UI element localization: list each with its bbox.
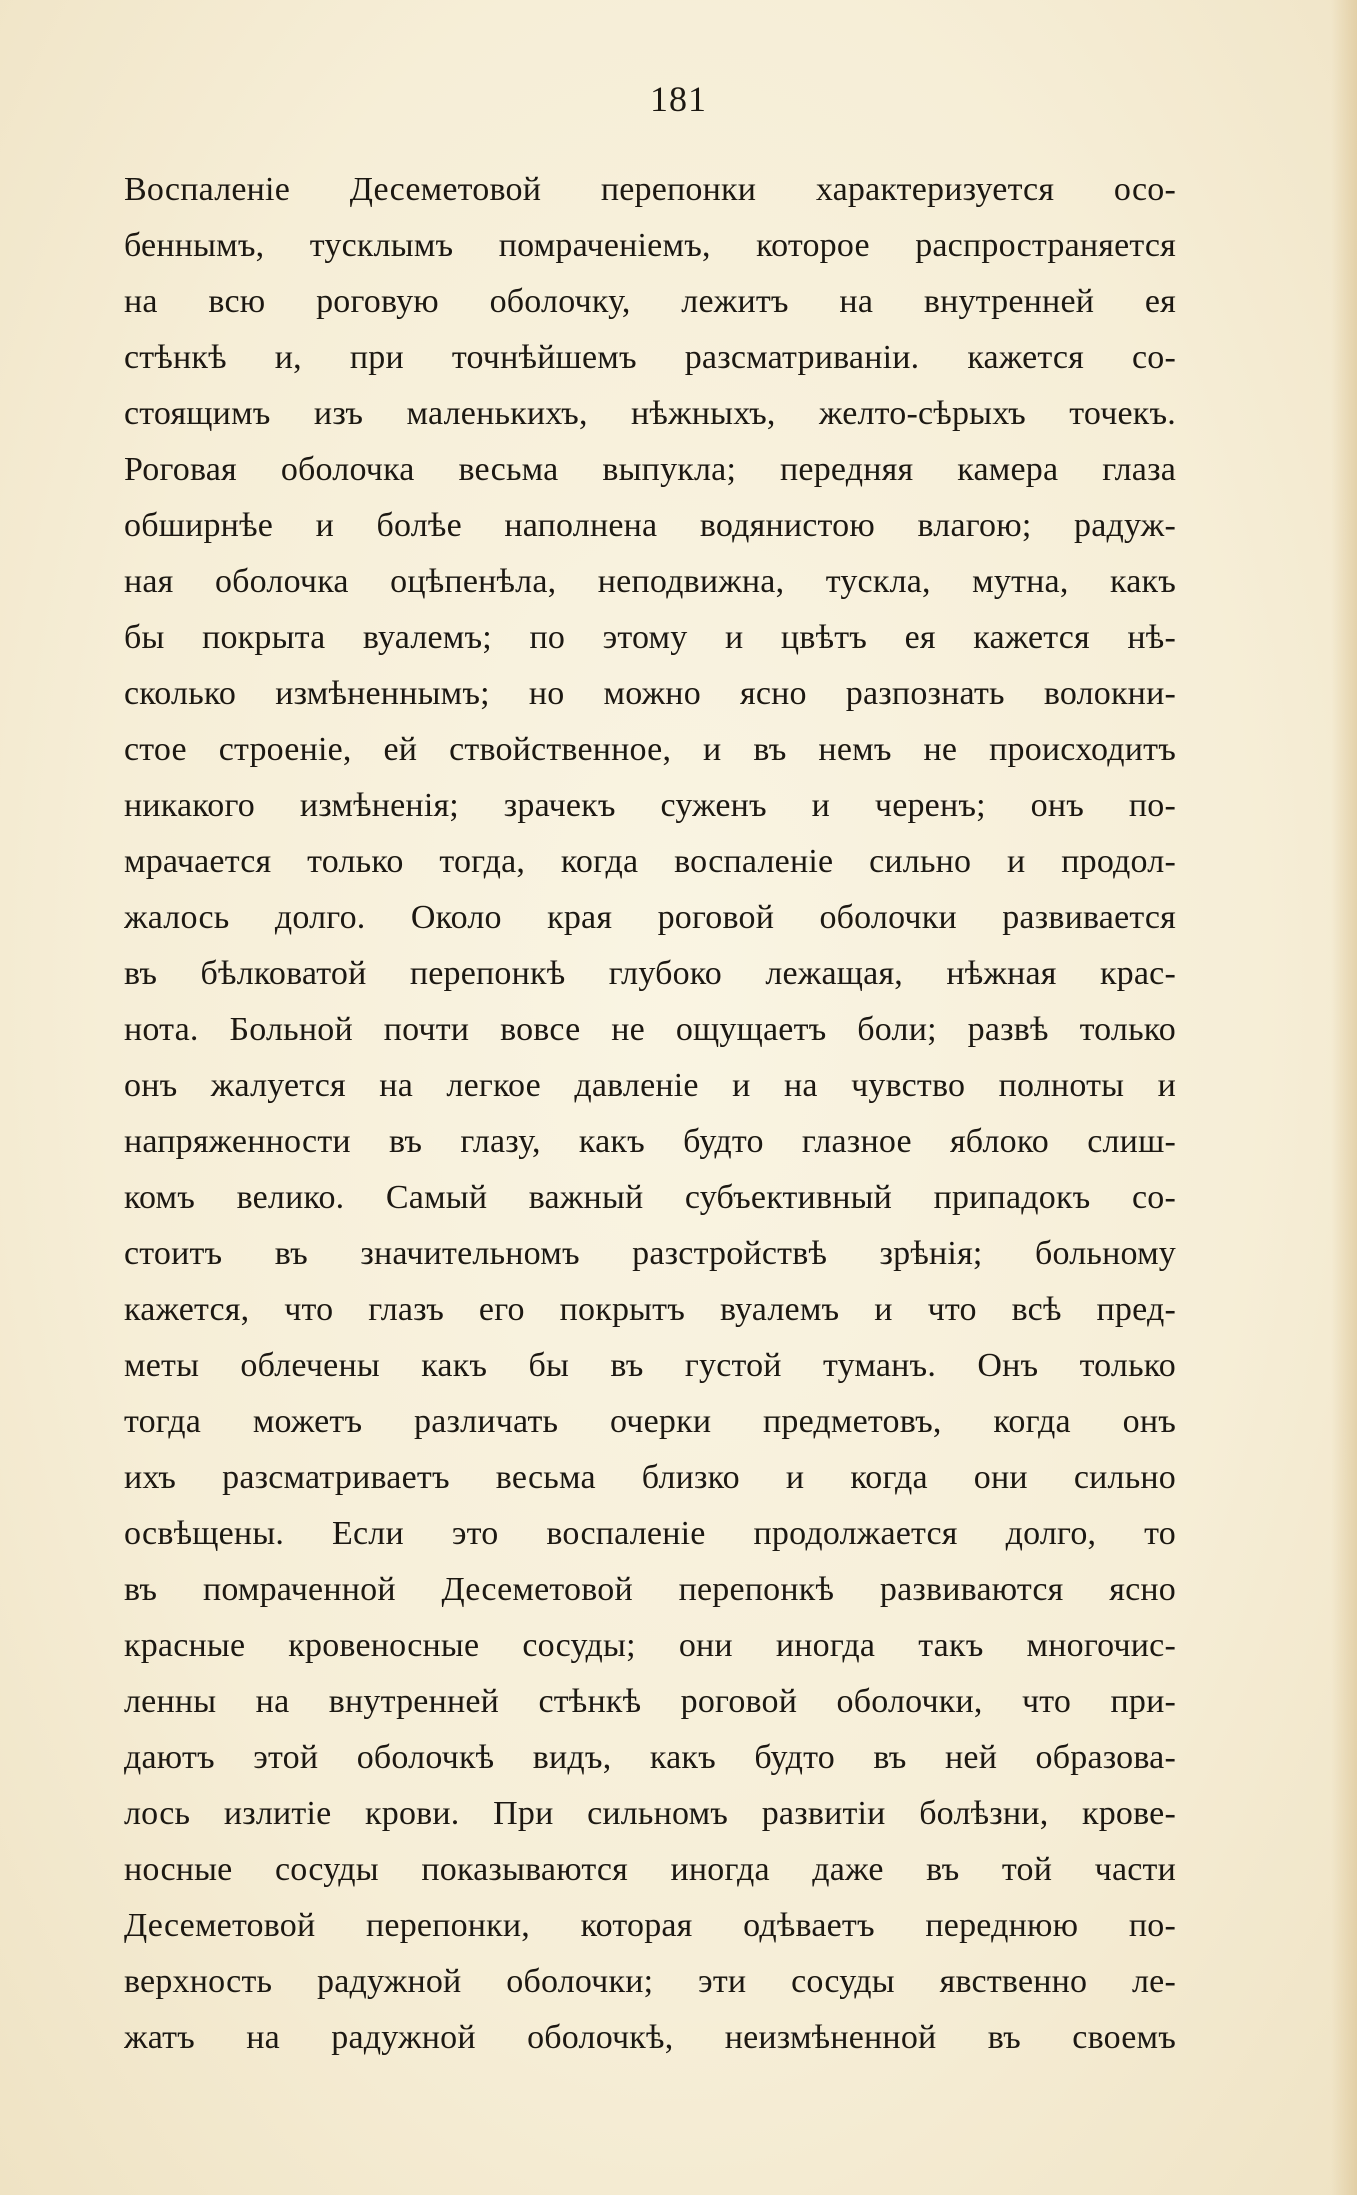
text-line: мрачается только тогда, когда воспаленіе сильно и продол- — [124, 843, 1176, 880]
text-line: въ бѣлковатой перепонкѣ глубоко лежащая, нѣжная крас- — [124, 955, 1176, 992]
text-line: на всю роговую оболочку, лежитъ на внутренней ея — [124, 283, 1176, 320]
text-line: сколько измѣненнымъ; но можно ясно разпознать волокни- — [124, 675, 1176, 712]
text-line: красные кровеносные сосуды; они иногда такъ многочис- — [124, 1627, 1176, 1664]
text-line: въ помраченной Десеметовой перепонкѣ развиваются ясно — [124, 1571, 1176, 1608]
text-line: освѣщены. Если это воспаленіе продолжается долго, то — [124, 1515, 1176, 1552]
text-line: кажется, что глазъ его покрытъ вуалемъ и что всѣ пред- — [124, 1291, 1176, 1328]
text-line: даютъ этой оболочкѣ видъ, какъ будто въ ней образова- — [124, 1739, 1176, 1776]
text-line: стоящимъ изъ маленькихъ, нѣжныхъ, желто-сѣрыхъ точекъ. — [124, 395, 1176, 432]
text-line: ная оболочка оцѣпенѣла, неподвижна, тускла, мутна, какъ — [124, 563, 1176, 600]
text-line: обширнѣе и болѣе наполнена водянистою влагою; радуж- — [124, 507, 1176, 544]
text-line: носные сосуды показываются иногда даже въ той части — [124, 1851, 1176, 1888]
page-edge-shadow — [1331, 0, 1357, 2195]
text-line: стоитъ въ значительномъ разстройствѣ зрѣнія; больному — [124, 1235, 1176, 1272]
text-line: ихъ разсматриваетъ весьма близко и когда они сильно — [124, 1459, 1176, 1496]
text-line: бы покрыта вуалемъ; по этому и цвѣтъ ея кажется нѣ- — [124, 619, 1176, 656]
page-number: 181 — [650, 79, 707, 119]
text-line: меты облечены какъ бы въ густой туманъ. Онъ только — [124, 1347, 1176, 1384]
text-line: Десеметовой перепонки, которая одѣваетъ переднюю по- — [124, 1907, 1176, 1944]
text-line: стѣнкѣ и, при точнѣйшемъ разсматриваніи. кажется со- — [124, 339, 1176, 376]
text-line: напряженности въ глазу, какъ будто глазное яблоко слиш- — [124, 1123, 1176, 1160]
text-line: жалось долго. Около края роговой оболочки развивается — [124, 899, 1176, 936]
text-line: Воспаленіе Десеметовой перепонки характеризуется осо- — [124, 171, 1176, 208]
text-line: беннымъ, тусклымъ помраченіемъ, которое распространяется — [124, 227, 1176, 264]
text-line: лось излитіе крови. При сильномъ развитіи болѣзни, крове- — [124, 1795, 1176, 1832]
body-text — [124, 162, 1176, 2066]
text-line: тогда можетъ различать очерки предметовъ, когда онъ — [124, 1403, 1176, 1440]
text-line: жатъ на радужной оболочкѣ, неизмѣненной въ своемъ — [124, 2019, 1176, 2056]
text-line: комъ велико. Самый важный субъективный припадокъ со- — [124, 1179, 1176, 1216]
text-line: нота. Больной почти вовсе не ощущаетъ боли; развѣ только — [124, 1011, 1176, 1048]
text-line: ленны на внутренней стѣнкѣ роговой оболочки, что при- — [124, 1683, 1176, 1720]
text-line: онъ жалуется на легкое давленіе и на чувство полноты и — [124, 1067, 1176, 1104]
text-line: Роговая оболочка весьма выпукла; передняя камера глаза — [124, 451, 1176, 488]
text-line: стое строеніе, ей ствойственное, и въ немъ не происходитъ — [124, 731, 1176, 768]
text-line: верхность радужной оболочки; эти сосуды явственно ле- — [124, 1963, 1176, 2000]
text-line: никакого измѣненія; зрачекъ суженъ и черенъ; онъ по- — [124, 787, 1176, 824]
